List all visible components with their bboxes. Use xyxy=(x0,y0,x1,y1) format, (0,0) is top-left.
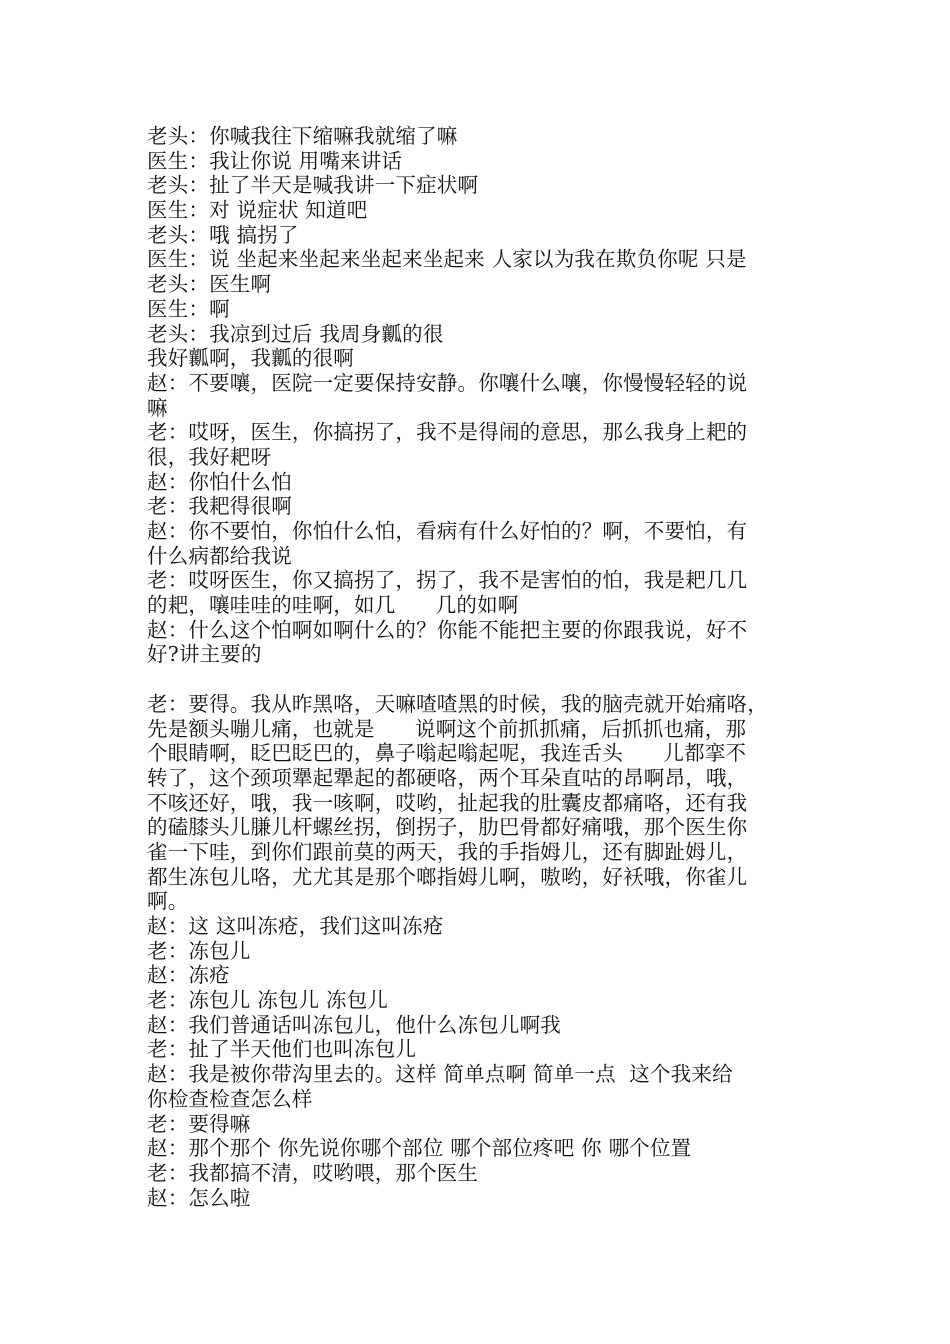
text-line: 你检查检查怎么样 xyxy=(147,1086,313,1111)
text-line: 老头：哦 搞拐了 xyxy=(147,222,299,247)
text-line: 好?讲主要的 xyxy=(147,642,262,667)
text-line: 医生：对 说症状 知道吧 xyxy=(147,198,368,223)
text-line: 老头：你喊我往下缩嘛我就缩了嘛 xyxy=(147,124,458,148)
text-line: 老：哎呀医生，你又搞拐了，拐了，我不是害怕的怕，我是耙几几 xyxy=(147,568,748,593)
text-line: 啊。 xyxy=(147,889,189,914)
text-line: 我好瓤啊，我瓤的很啊 xyxy=(147,346,354,371)
text-line: 赵：什么这个怕啊如啊什么的？你能不能把主要的你跟我说，好不 xyxy=(147,617,748,642)
text-line: 赵：不要嚷，医院一定要保持安静。你嚷什么嚷，你慢慢轻轻的说 xyxy=(147,370,748,395)
text-line: 老：哎呀，医生，你搞拐了，我不是得闹的意思，那么我身上耙的 xyxy=(147,420,748,445)
text-line: 先是额头嘣儿痛，也就是 说啊这个前抓抓痛，后抓抓也痛，那 xyxy=(147,716,747,741)
text-line: 不咳还好，哦，我一咳啊，哎哟，扯起我的肚囊皮都痛咯，还有我 xyxy=(147,790,748,815)
text-line: 医生：我让你说 用嘴来讲话 xyxy=(147,148,403,173)
text-line: 老：我耙得很啊 xyxy=(147,494,292,519)
text-line: 医生：啊 xyxy=(147,296,230,321)
text-line: 的磕膝头儿膁儿杆螺丝拐，倒拐子，肋巴骨都好痛哦，那个医生你 xyxy=(147,815,748,840)
text-line: 老：我都搞不清，哎哟喂，那个医生 xyxy=(147,1160,479,1185)
dialogue-text xyxy=(147,124,807,1210)
text-line: 老：冻包儿 冻包儿 冻包儿 xyxy=(147,988,389,1013)
text-line: 赵：你不要怕，你怕什么怕，看病有什么好怕的？啊，不要怕，有 xyxy=(147,519,748,543)
text-line: 赵：冻疮 xyxy=(147,963,230,988)
text-line: 老：要得。我从昨黑咯，天嘛喳喳黑的时候，我的脑壳就开始痛咯， xyxy=(147,691,768,716)
text-line: 赵：这 这叫冻疮，我们这叫冻疮 xyxy=(147,914,444,938)
text-line: 老头：扯了半天是喊我讲一下症状啊 xyxy=(147,173,479,198)
text-line: 老：要得嘛 xyxy=(147,1111,251,1136)
text-line: 雀一下哇，到你们跟前莫的两天，我的手指姆儿，还有脚趾姆儿， xyxy=(147,839,748,864)
text-line: 老：冻包儿 xyxy=(147,938,251,963)
text-line: 老：扯了半天他们也叫冻包儿 xyxy=(147,1037,417,1062)
text-line: 个眼睛啊，眨巴眨巴的，鼻子嗡起嗡起呢，我连舌头 儿都挛不 xyxy=(147,741,747,766)
text-line: 转了，这个颈项犟起犟起的都硬咯，两个耳朵直咕的昂啊昂，哦， xyxy=(147,765,748,790)
text-line: 老头：医生啊 xyxy=(147,272,272,297)
text-line: 都生冻包儿咯，尤尤其是那个啷指姆儿啊，嗷哟，好袄哦，你雀儿 xyxy=(147,864,748,889)
text-line: 赵：那个那个 你先说你哪个部位 哪个部位疼吧 你 哪个位置 xyxy=(147,1136,692,1161)
text-line: 医生：说 坐起来坐起来坐起来坐起来 人家以为我在欺负你呢 只是 xyxy=(147,247,747,272)
text-line: 赵：我是被你带沟里去的。这样 简单点啊 简单一点 这个我来给 xyxy=(147,1062,733,1087)
text-line: 很，我好耙呀 xyxy=(147,444,272,469)
text-line: 赵：我们普通话叫冻包儿，他什么冻包儿啊我 xyxy=(147,1012,561,1037)
text-line: 嘛 xyxy=(147,395,168,420)
text-line: 赵：怎么啦 xyxy=(147,1185,251,1210)
blank-line xyxy=(147,667,807,692)
text-line: 的耙，嚷哇哇的哇啊，如几 几的如啊 xyxy=(147,593,519,618)
text-line: 赵：你怕什么怕 xyxy=(147,469,292,494)
text-line: 什么病都给我说 xyxy=(147,543,292,568)
text-line: 老头：我凉到过后 我周身瓤的很 xyxy=(147,321,444,346)
